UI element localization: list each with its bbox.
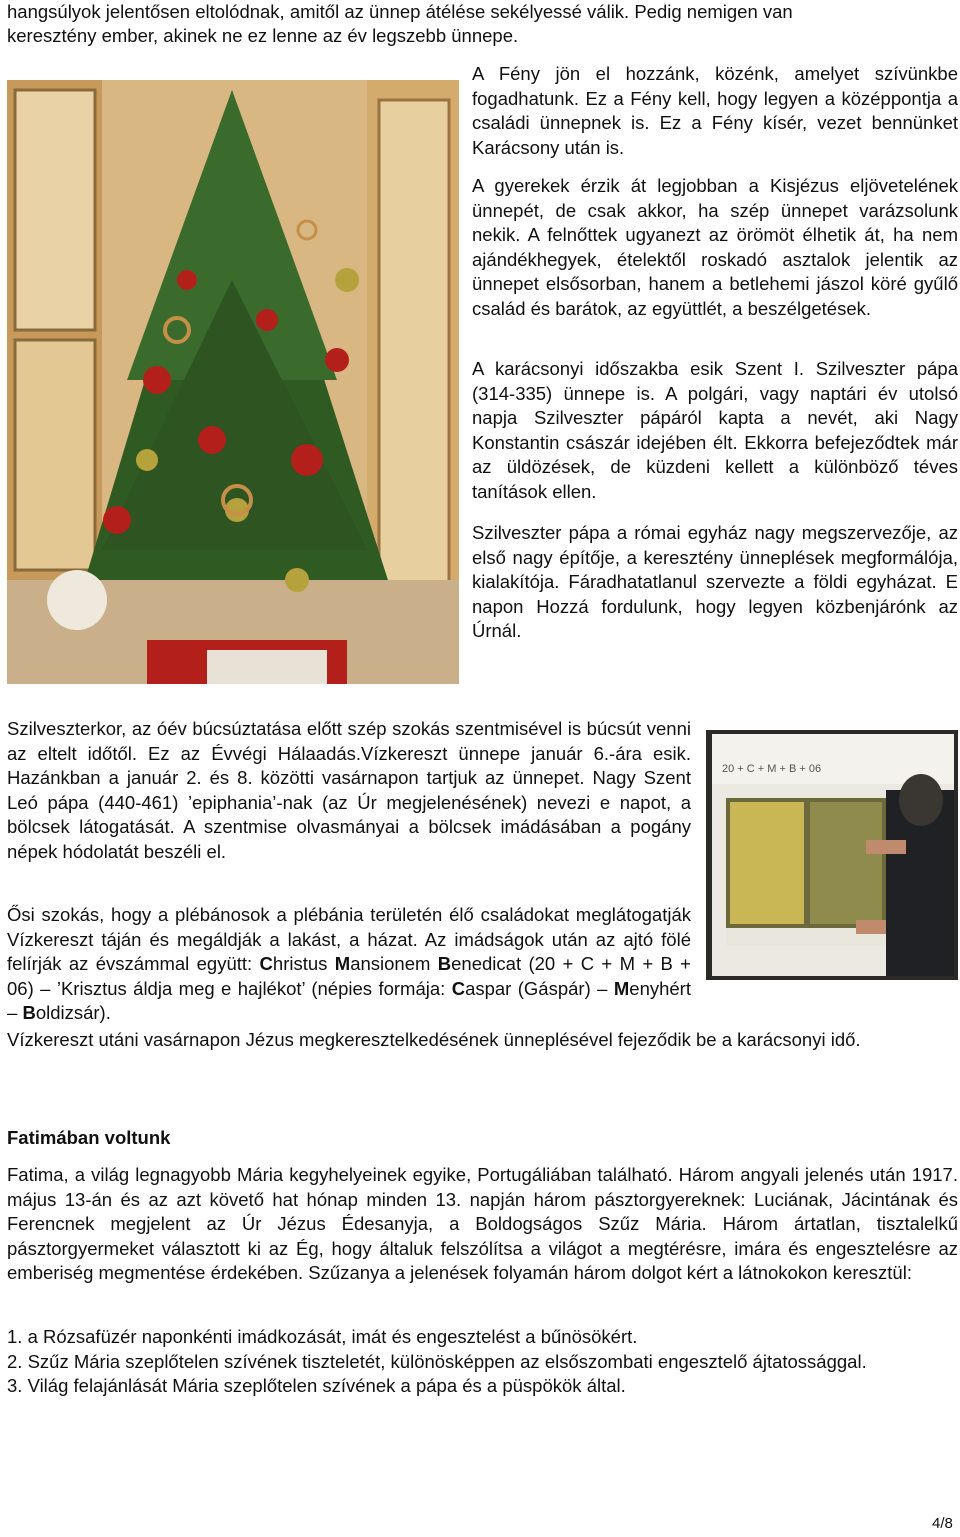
blessing-text-2: hristus: [272, 953, 335, 975]
intro-line-2: keresztény ember, akinek ne ez lenne az év legszebb ünnepe.: [7, 25, 519, 46]
request-list: [7, 1325, 958, 1399]
blessing-text-6: enyhért –: [7, 977, 691, 1024]
initial-c: C: [259, 953, 273, 975]
paragraph-children: A gyerekek érzik át legjobban a Kisjézus eljövetelének ünnepét, de csak akkor, ha szép ünnepet varázsolunk nekik. A felnőttek ugyanezt az örömöt élhetik át, ha nem ajándékhegyek, ételektől roskadó asztalok jelentik az ünnepet elsősorban, hanem a betlehemi jászol köré gyűlő család és barátok, az együttlét, a beszélgetések.: [472, 175, 958, 319]
initial-b-2: B: [22, 1002, 36, 1024]
list-item: 3. Világ felajánlását Mária szeplőtelen szívének a pápa és a püspökök által.: [7, 1375, 626, 1397]
paragraph-sylvester-pope: Szilveszter pápa a római egyház nagy megszervezője, az első nagy építője, a keresztény ünneplések megformálója, kialakítója. Fáradhatatlanul szervezte a földi egyházat. E napon Hozzá fordulunk, hogy legyen közbenjárónk az Úrnál.: [472, 522, 958, 642]
page-number: 4/8: [932, 1515, 953, 1532]
initial-m-2: M: [613, 977, 630, 999]
paragraph-epiphany-end: Vízkereszt utáni vasárnapon Jézus megkeresztelkedésének ünneplésével fejeződik be a karácsonyi idő.: [7, 1029, 861, 1050]
intro-line-1: hangsúlyok jelentősen eltolódnak, amitől az ünnep átélése sekélyessé válik. Pedig nemigen van: [7, 1, 793, 22]
blessing-text-1: Ősi szokás, hogy a plébánosok a plébánia területén élő családokat meglátogatják Vízkereszt táján és megáldják a lakást, a házat. Az imádságok után az ajtó fölé felírják az évszámmal együtt:: [7, 904, 691, 975]
list-item: 1. a Rózsafüzér naponkénti imádkozását, imát és engesztelést a bűnösökért.: [7, 1326, 638, 1347]
blessing-text-7: oldizsár).: [35, 1002, 111, 1024]
initial-c-2: C: [451, 977, 466, 999]
paragraph-fatima: Fatima, a világ legnagyobb Mária kegyhelyeinek egyike, Portugáliában található. Három angyali jelenés után 1917. május 13-án és az azt követő hat hónap minden 13. napján három pásztorgyereknek: Luciának, Jácintának és Ferencnek megjelent az Úr Jézus Édesanyja, a Boldogságos Szűz Mária. Három ártatlan, tisztalelkű pásztorgyermeket választott ki az Ég, hogy általuk felszólítsa a világot a megtérésre, imára és engesztelésre az emberiség megmentése érdekében. Szűzanya a jelenések folyamán három dolgot kért a látnokokon keresztül:: [7, 1164, 958, 1284]
initial-b: B: [437, 953, 452, 975]
initial-m: M: [334, 953, 351, 975]
paragraph-new-year: Szilveszterkor, az óév búcsúztatása előtt szép szokás szentmisével is búcsút venni az eltelt időtől. Ez az Évvégi Hálaadás.Vízkereszt ünnepe január 6.-ára esik. Hazánkban a január 2. és 8. közötti vasárnapon tartjuk az ünnepet. Nagy Szent Leó pápa (440-461) ’epiphania’-nak (az Úr megjelenésének) nevezi e napot, a bölcsek látogatását. A szentmise olvasmányai a bölcsek imádásában a pogány népek hódolatát beszéli el.: [7, 718, 691, 862]
christmas-tree-photo: [7, 80, 459, 684]
section-heading: Fatimában voltunk: [7, 1127, 171, 1148]
window-blessing-photo: [706, 730, 958, 980]
blessing-text-4: enedicat (20 + C + M + B + 06) – ’Krisztus áldja meg e hajlékot’ (népies formája:: [7, 953, 691, 999]
blessing-text-3: ansionem: [350, 953, 438, 975]
blessing-text-5: aspar (Gáspár) –: [465, 977, 614, 999]
window-inscription: 20 + C + M + B + 06: [722, 763, 822, 775]
list-item: 2. Szűz Mária szeplőtelen szívének tiszteletét, különösképpen az elsőszombati engesztelő ájtatossággal.: [7, 1350, 867, 1372]
paragraph-sylvester-feast: A karácsonyi időszakba esik Szent I. Szilveszter pápa (314-335) ünnepe is. A polgári, vagy naptári év utolsó napja Szilveszter pápáról kapta a nevét, aki Nagy Konstantin császár idejében élt. Ekkorra befejeződtek már az üldözések, de küzdeni kellett a különböző téves tanítások ellen.: [472, 358, 958, 502]
paragraph-light: A Fény jön el hozzánk, közénk, amelyet szívünkbe fogadhatunk. Ez a Fény kell, hogy legyen a középpontja a családi ünnepnek is. Ez a Fény kísér, vezet bennünket Karácsony után is.: [472, 63, 958, 158]
paragraph-blessing: [7, 903, 691, 1026]
